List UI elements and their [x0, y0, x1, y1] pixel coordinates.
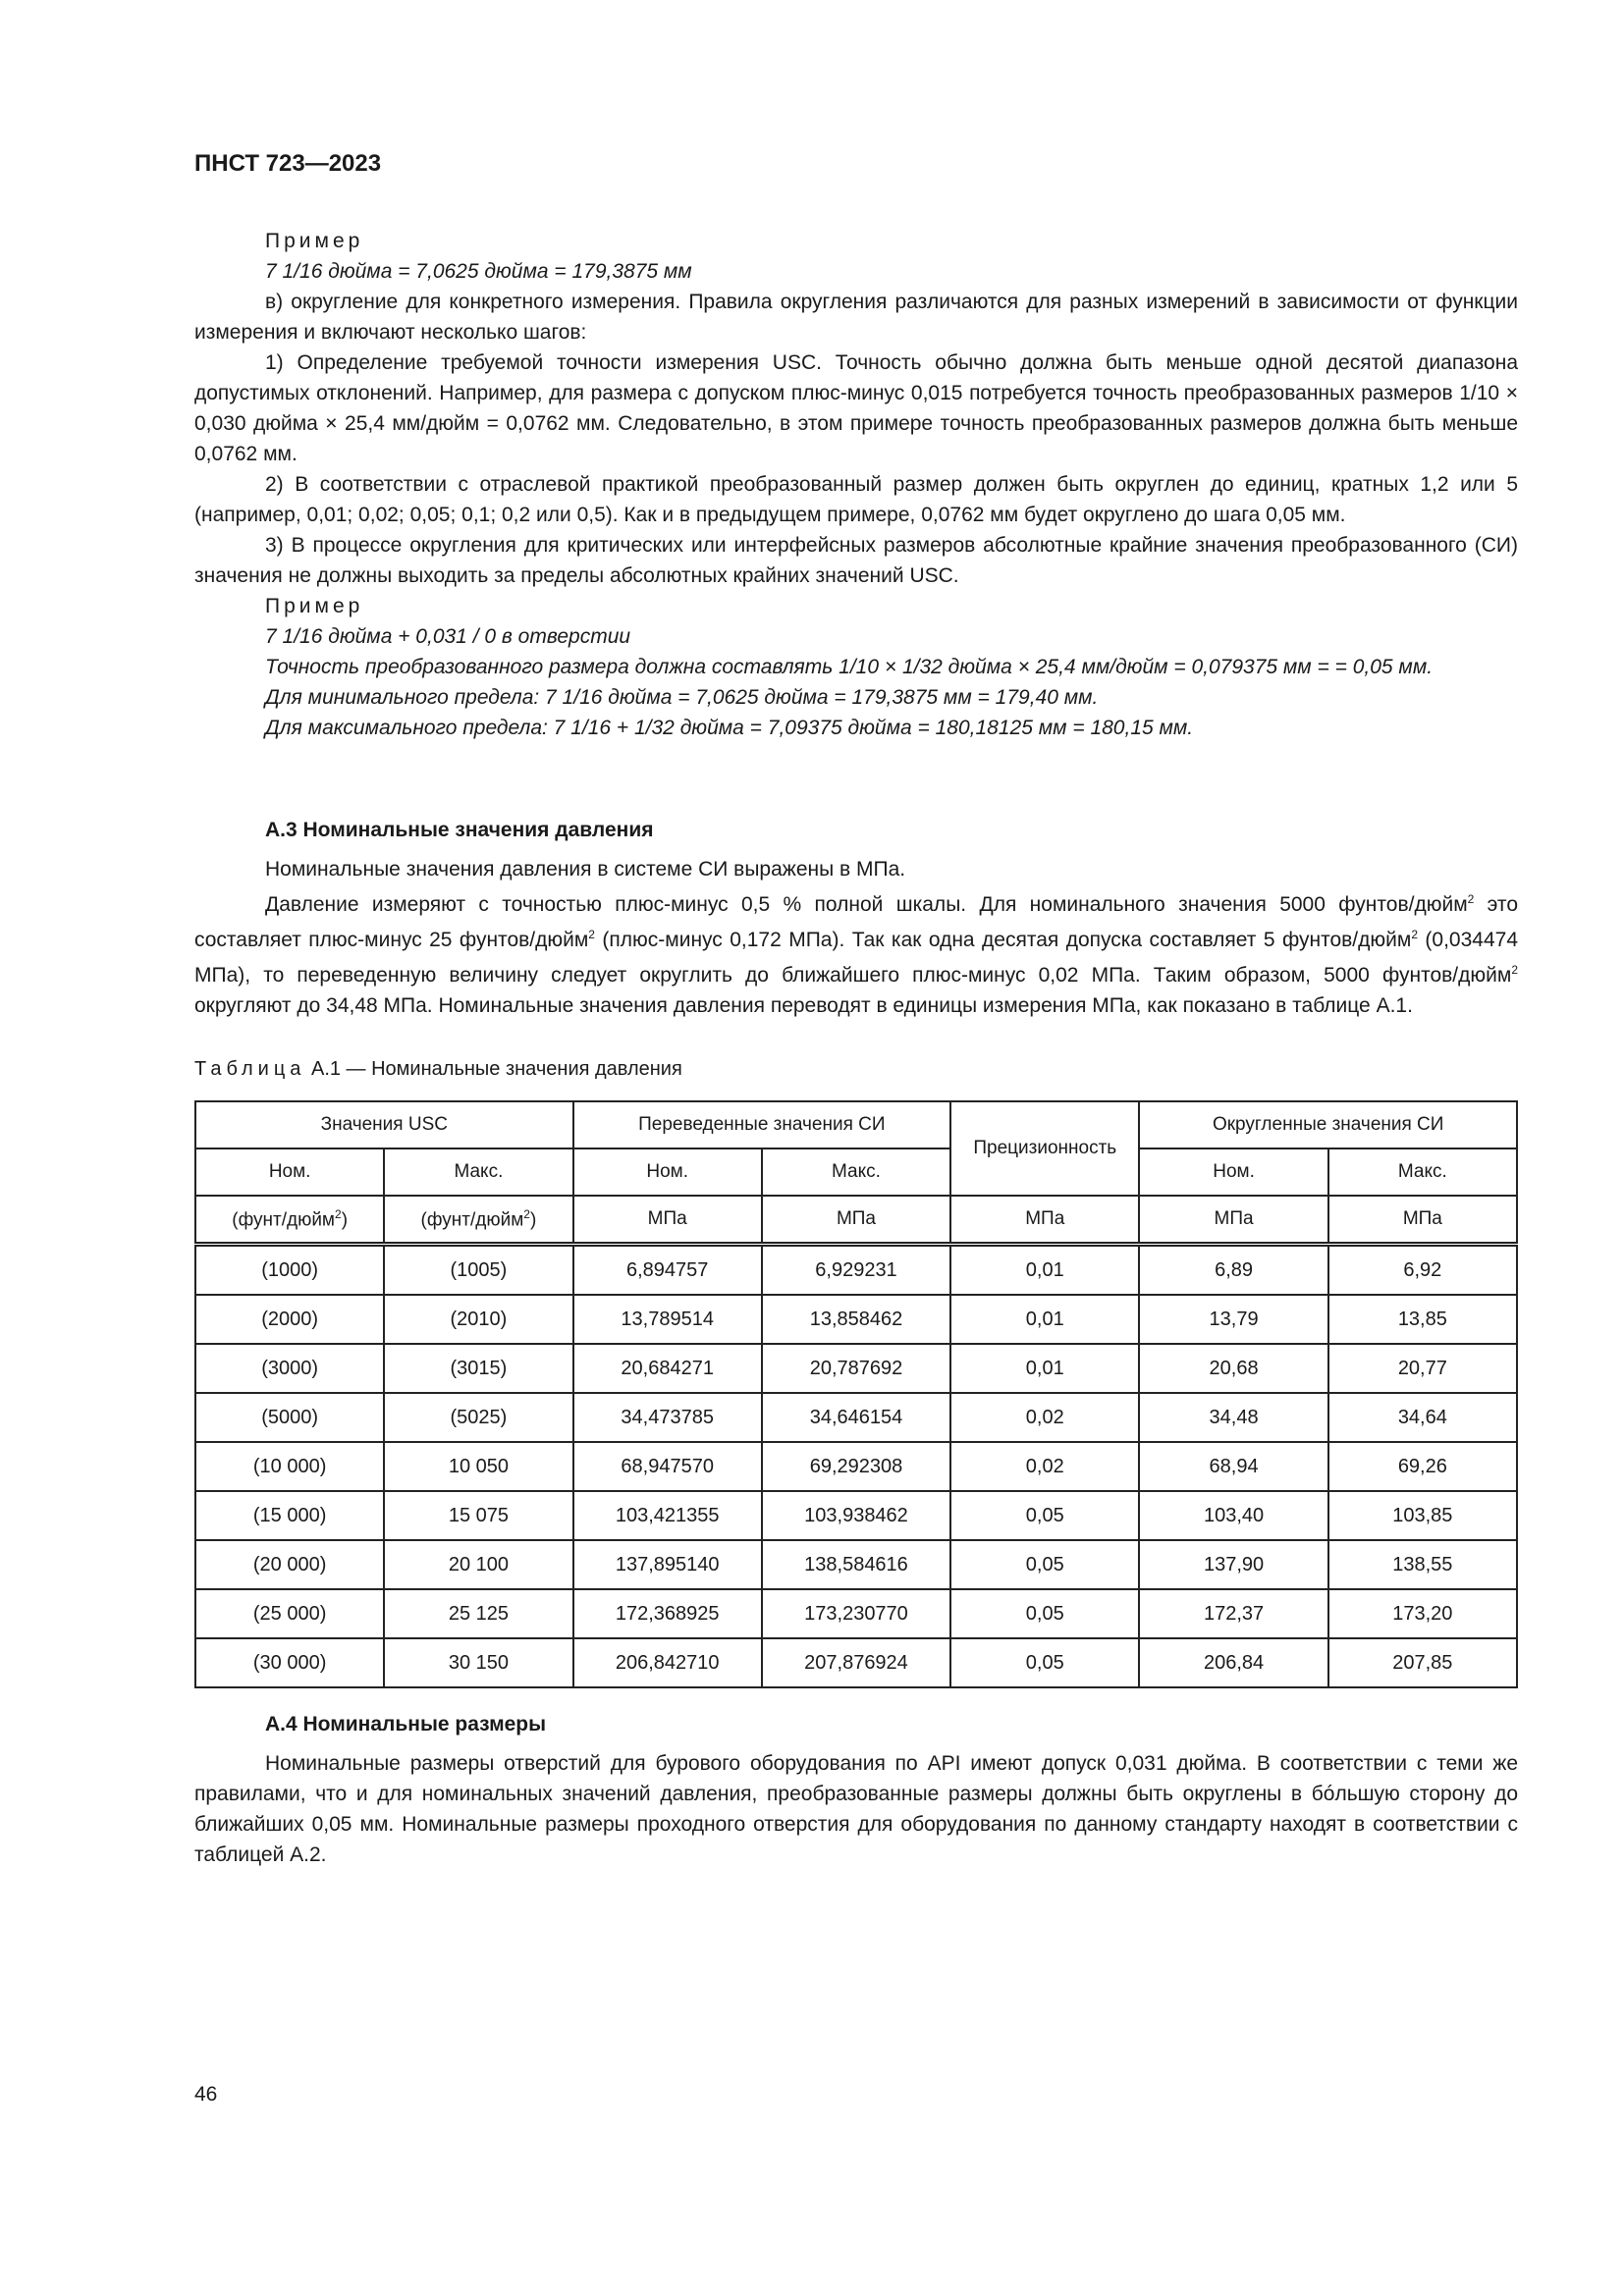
table-cell: 206,842710 — [573, 1638, 762, 1687]
unit-cell: МПа — [1328, 1196, 1517, 1245]
document-header: ПНСТ 723—2023 — [194, 150, 382, 177]
column-group-header: Округленные значения СИ — [1139, 1101, 1517, 1148]
unit-cell: (фунт/дюйм$^2$) — [195, 1196, 384, 1245]
table-cell: 137,90 — [1139, 1540, 1327, 1589]
section-heading: А.3 Номинальные значения давления — [265, 819, 654, 841]
column-header: Ном. — [573, 1148, 762, 1196]
paragraph: 1) Определение требуемой точности измерения USC. Точность обычно должна быть меньше одной десятой диапазона допустимых отклонений. Например, для размера с допуском плюс-минус 0,015 потребуется точность преобразованных размеров 1/10 × 0,030 дюйма × 25,4 мм/дюйм = 0,0762 мм. Следовательно, в этом примере точность преобразованных размеров должна быть меньше 0,0762 мм. — [194, 351, 1518, 465]
pressure-table — [194, 1100, 1518, 1688]
table-cell: (1005) — [384, 1245, 572, 1296]
table-cell: (15 000) — [195, 1491, 384, 1540]
table-cell: 68,947570 — [573, 1442, 762, 1491]
table-row — [195, 1540, 1517, 1589]
table-row — [195, 1295, 1517, 1344]
unit-cell: МПа — [573, 1196, 762, 1245]
table-cell: (25 000) — [195, 1589, 384, 1638]
unit-cell: (фунт/дюйм$^2$) — [384, 1196, 572, 1245]
table-cell: 103,85 — [1328, 1491, 1517, 1540]
section-heading: А.4 Номинальные размеры — [265, 1713, 547, 1735]
table-units-row — [195, 1196, 1517, 1245]
column-header: Макс. — [1328, 1148, 1517, 1196]
table-row — [195, 1442, 1517, 1491]
paragraph: в) округление для конкретного измерения. Правила округления различаются для разных измерений в зависимости от функции измерения и включают несколько шагов: — [194, 291, 1518, 344]
table-header-row — [195, 1101, 1517, 1148]
table-cell: 13,789514 — [573, 1295, 762, 1344]
table-caption: Таблица А.1 — Номинальные значения давления — [194, 1058, 682, 1080]
table-cell: 30 150 — [384, 1638, 572, 1687]
table-cell: 13,79 — [1139, 1295, 1327, 1344]
table-cell: 20,684271 — [573, 1344, 762, 1393]
table-cell: 207,85 — [1328, 1638, 1517, 1687]
table-row — [195, 1491, 1517, 1540]
table-header-row — [195, 1148, 1517, 1196]
table-row — [195, 1344, 1517, 1393]
column-header: Ном. — [1139, 1148, 1327, 1196]
table-cell: 6,89 — [1139, 1245, 1327, 1296]
table-cell: 207,876924 — [762, 1638, 950, 1687]
example-label: Пример — [265, 595, 364, 617]
column-group-header: Прецизионность — [950, 1101, 1139, 1196]
table-cell: (5025) — [384, 1393, 572, 1442]
table-cell: 20,68 — [1139, 1344, 1327, 1393]
table-cell: (3015) — [384, 1344, 572, 1393]
column-header: Макс. — [384, 1148, 572, 1196]
column-header: Макс. — [762, 1148, 950, 1196]
table-body — [195, 1245, 1517, 1688]
table-cell: 0,01 — [950, 1295, 1139, 1344]
table-cell: 34,48 — [1139, 1393, 1327, 1442]
table-row — [195, 1589, 1517, 1638]
table-cell: 69,26 — [1328, 1442, 1517, 1491]
table-cell: (3000) — [195, 1344, 384, 1393]
column-group-header: Значения USC — [195, 1101, 573, 1148]
table-cell: 206,84 — [1139, 1638, 1327, 1687]
table-row — [195, 1393, 1517, 1442]
table-cell: 68,94 — [1139, 1442, 1327, 1491]
table-cell: 6,929231 — [762, 1245, 950, 1296]
table-cell: 103,40 — [1139, 1491, 1327, 1540]
section-a4 — [194, 1709, 1518, 1870]
table-cell: 34,473785 — [573, 1393, 762, 1442]
table-cell: 137,895140 — [573, 1540, 762, 1589]
example-text: Для минимального предела: 7 1/16 дюйма = 7,0625 дюйма = 179,3875 мм = 179,40 мм. — [265, 686, 1099, 709]
paragraph: Номинальные размеры отверстий для бурового оборудования по API имеют допуск 0,031 дюйма. В соответствии с теми же правилами, что и для номинальных значений давления, преобразованные размеры должны быть округлены в бóльшую сторону до ближайших 0,05 мм. Номинальные размеры проходного отверстия для оборудования по данному стандарту находят в соответствии с таблицей А.2. — [194, 1752, 1518, 1866]
page-number: 46 — [194, 2083, 218, 2106]
table-cell: 69,292308 — [762, 1442, 950, 1491]
table-row — [195, 1638, 1517, 1687]
table-cell: (30 000) — [195, 1638, 384, 1687]
unit-cell: МПа — [950, 1196, 1139, 1245]
section-a3 — [194, 815, 1518, 1021]
table-cell: 0,05 — [950, 1491, 1139, 1540]
table-cell: 20 100 — [384, 1540, 572, 1589]
column-group-header: Переведенные значения СИ — [573, 1101, 951, 1148]
table-cell: 13,858462 — [762, 1295, 950, 1344]
table-cell: 6,894757 — [573, 1245, 762, 1296]
table-cell: 0,05 — [950, 1589, 1139, 1638]
table-cell: 173,230770 — [762, 1589, 950, 1638]
paragraph: 3) В процессе округления для критических или интерфейсных размеров абсолютные крайние значения преобразованного (СИ) значения не должны выходить за пределы абсолютных крайних значений USC. — [194, 534, 1518, 587]
table-cell: 138,584616 — [762, 1540, 950, 1589]
table-cell: 173,20 — [1328, 1589, 1517, 1638]
table-cell: (5000) — [195, 1393, 384, 1442]
table-cell: 172,37 — [1139, 1589, 1327, 1638]
table-cell: 34,646154 — [762, 1393, 950, 1442]
table-cell: 20,787692 — [762, 1344, 950, 1393]
table-cell: 172,368925 — [573, 1589, 762, 1638]
unit-cell: МПа — [1139, 1196, 1327, 1245]
table-cell: 20,77 — [1328, 1344, 1517, 1393]
paragraph: 2) В соответствии с отраслевой практикой преобразованный размер должен быть округлен до единиц, кратных 1,2 или 5 (например, 0,01; 0,02; 0,05; 0,1; 0,2 или 0,5). Как и в предыдущем примере, 0,0762 мм будет округлено до шага 0,05 мм. — [194, 473, 1518, 526]
paragraph: Номинальные значения давления в системе СИ выражены в МПа. — [265, 858, 906, 881]
example-text: 7 1/16 дюйма = 7,0625 дюйма = 179,3875 мм — [265, 260, 692, 283]
example-text: 7 1/16 дюйма + 0,031 / 0 в отверстии — [265, 625, 631, 648]
table-cell: (2010) — [384, 1295, 572, 1344]
table-cell: 0,02 — [950, 1393, 1139, 1442]
column-header: Ном. — [195, 1148, 384, 1196]
table-row — [195, 1245, 1517, 1296]
rounding-section — [194, 226, 1518, 743]
table-cell: 6,92 — [1328, 1245, 1517, 1296]
example-text: Для максимального предела: 7 1/16 + 1/32 дюйма = 7,09375 дюйма = 180,18125 мм = 180,15 мм. — [265, 717, 1194, 739]
table-cell: 34,64 — [1328, 1393, 1517, 1442]
example-text: Точность преобразованного размера должна составлять 1/10 × 1/32 дюйма × 25,4 мм/дюйм = 0,079375 мм = = 0,05 мм. — [265, 656, 1434, 678]
paragraph: Давление измеряют с точностью плюс-минус 0,5 % полной шкалы. Для номинального значения 5000 фунтов/дюйм$^2$ это составляет плюс-минус 25 фунтов/дюйм$^2$ (плюс-минус 0,172 МПа). Так как одна десятая допуска составляет 5 фунтов/дюйм$^2$ (0,034474 МПа), то переведенную величину следует округлить до ближайшего плюс-минус 0,02 МПа. Таким образом, 5000 фунтов/дюйм$^2$ округляют до 34,48 МПа. Номинальные значения давления переводят в единицы измерения МПа, как показано в таблице А.1. — [194, 892, 1519, 1017]
table-cell: 103,421355 — [573, 1491, 762, 1540]
table-cell: 10 050 — [384, 1442, 572, 1491]
table-cell: 0,05 — [950, 1638, 1139, 1687]
table-cell: 0,02 — [950, 1442, 1139, 1491]
table-cell: 138,55 — [1328, 1540, 1517, 1589]
table-cell: (2000) — [195, 1295, 384, 1344]
example-label: Пример — [265, 230, 364, 252]
table-cell: 103,938462 — [762, 1491, 950, 1540]
unit-cell: МПа — [762, 1196, 950, 1245]
table-cell: 0,01 — [950, 1344, 1139, 1393]
table-cell: 25 125 — [384, 1589, 572, 1638]
table-cell: 0,05 — [950, 1540, 1139, 1589]
table-cell: 0,01 — [950, 1245, 1139, 1296]
table-cell: 13,85 — [1328, 1295, 1517, 1344]
table-cell: 15 075 — [384, 1491, 572, 1540]
table-cell: (20 000) — [195, 1540, 384, 1589]
table-cell: (10 000) — [195, 1442, 384, 1491]
table-cell: (1000) — [195, 1245, 384, 1296]
